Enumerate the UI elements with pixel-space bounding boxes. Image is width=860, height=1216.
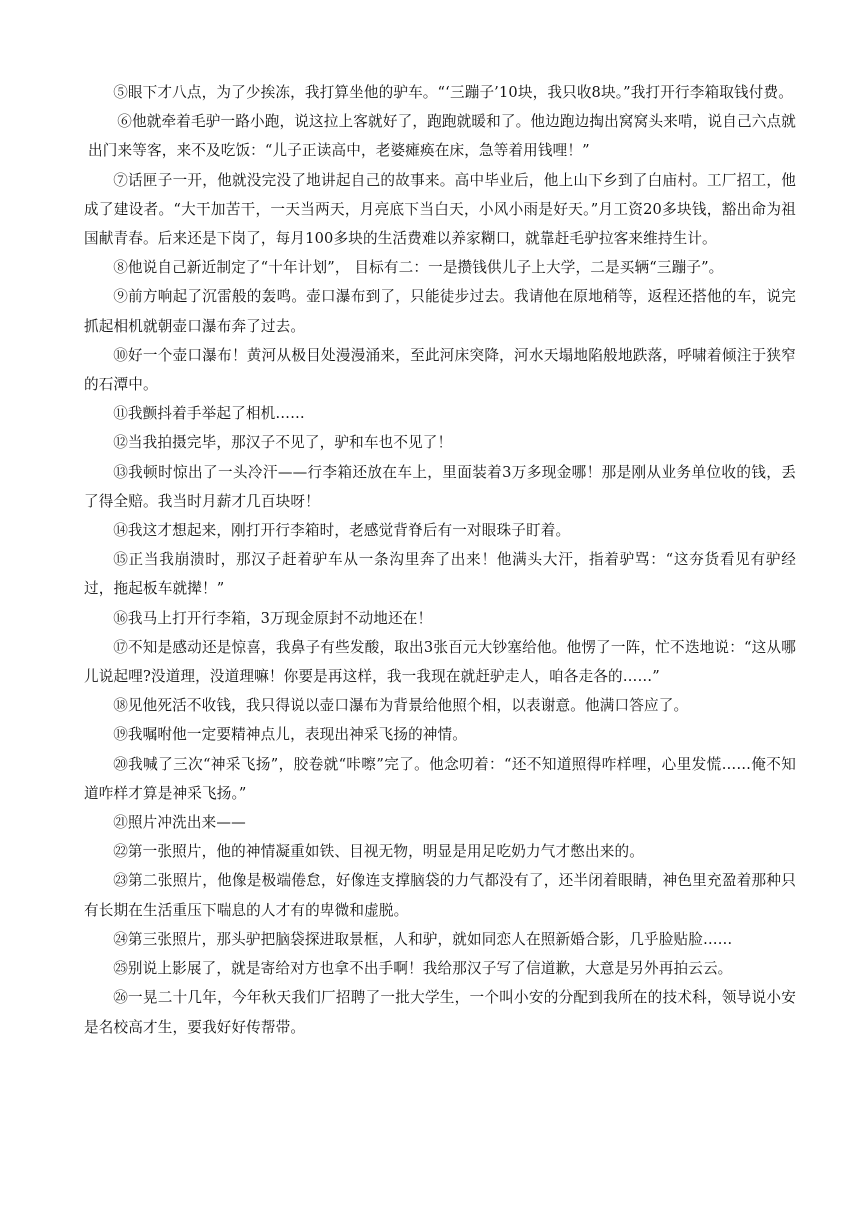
paragraph-25: ㉕别说上影展了，就是寄给对方也拿不出手啊！我给那汉子写了信道歉，大意是另外再拍云云。: [113, 960, 733, 978]
paragraph-12: ⑫当我拍摄完毕，那汉子不见了，驴和车也不见了！: [113, 434, 453, 452]
paragraph-5: ⑤眼下才八点，为了少挨冻，我打算坐他的驴车。“‘三蹦子’10块，我只收8块。”我打开行李箱取钱付费。: [113, 84, 793, 101]
paragraph-24: ㉔第三张照片，那头驴把脑袋探进取景框，人和驴，就如同恋人在照新婚合影，几乎脸贴脸……: [113, 930, 733, 948]
paragraph-15: ⑮正当我崩溃时，那汉子赶着驴车从一条沟里奔了出来！他满头大汗，指着驴骂：“这夯货看见有驴经过，拖起板车就撵！”: [84, 551, 796, 598]
paragraph-26: ㉖一晃二十几年，今年秋天我们厂招聘了一批大学生，一个叫小安的分配到我所在的技术科，领导说小安是名校高才生，要我好好传帮带。: [84, 989, 796, 1036]
paragraph-19: ⑲我嘱咐他一定要精神点儿，表现出神采飞扬的神情。: [113, 726, 468, 744]
paragraph-18: ⑱见他死活不收钱，我只得说以壶口瀑布为背景给他照个相，以表谢意。他满口答应了。: [113, 697, 689, 715]
paragraph-17: ⑰不知是感动还是惊喜，我鼻子有些发酸，取出3张百元大钞塞给他。他愣了一阵，忙不迭地说：“这从哪儿说起哩?没道理，没道理嘛！你要是再这样，我一我现在就赶驴走人，咱各走各的……”: [84, 638, 796, 686]
paragraph-8: ⑧他说自己新近制定了“十年计划”， 目标有二：一是攒钱供儿子上大学，二是买辆“三蹦子”。: [113, 259, 724, 277]
paragraph-23: ㉓第二张照片，他像是极端倦怠，好像连支撑脑袋的力气都没有了，还半闭着眼睛，神色里充盈着那种只有长期在生活重压下喘息的人才有的卑微和虚脱。: [84, 872, 796, 919]
paragraph-11: ⑪我颤抖着手举起了相机……: [113, 405, 305, 423]
paragraph-16: ⑯我马上打开行李箱，3万现金原封不动地还在！: [113, 609, 433, 627]
article-body: [84, 78, 796, 1042]
paragraph-22: ㉒第一张照片，他的神情凝重如铁、目视无物，明显是用足吃奶力气才憋出来的。: [113, 843, 644, 861]
paragraph-13: ⑬我顿时惊出了一头冷汗——行李箱还放在车上，里面装着3万多现金哪！那是刚从业务单位收的钱，丢了得全赔。我当时月薪才几百块呀！: [84, 463, 796, 510]
paragraph-7: ⑦话匣子一开，他就没完没了地讲起自己的故事来。高中毕业后，他上山下乡到了白庙村。工厂招工，他成了建设者。“大干加苦干，一天当两天，月亮底下当白天，小风小雨是好天。”月工资20多块钱，豁出命为祖国献青春。后来还是下岗了，每月100多块的生活费难以养家糊口，就靠赶毛驴拉客来维持生计。: [84, 171, 796, 248]
paragraph-14: ⑭我这才想起来，刚打开行李箱时，老感觉背脊后有一对眼珠子盯着。: [113, 522, 571, 540]
paragraph-20: ⑳我喊了三次“神采飞扬”，胶卷就“咔嚓”完了。他念叨着：“还不知道照得咋样哩，心里发慌……俺不知道咋样才算是神采飞扬。”: [84, 755, 796, 802]
paragraph-10: ⑩好一个壶口瀑布！黄河从极目处漫漫涌来，至此河床突降，河水天塌地陷般地跌落，呼啸着倾注于狭窄的石潭中。: [84, 346, 796, 394]
paragraph-6: ⑥他就牵着毛驴一路小跑，说这拉上客就好了，跑跑就暖和了。他边跑边掏出窝窝头来啃，说自己六点就出门来等客，来不及吃饭：“儿子正读高中，老婆瘫痪在床，急等着用钱哩！”: [88, 113, 796, 160]
paragraph-21: ㉑照片冲洗出来——: [113, 814, 246, 832]
paragraph-9: ⑨前方响起了沉雷般的轰鸣。壶口瀑布到了，只能徒步过去。我请他在原地稍等，返程还搭他的车，说完抓起相机就朝壶口瀑布奔了过去。: [84, 288, 796, 335]
